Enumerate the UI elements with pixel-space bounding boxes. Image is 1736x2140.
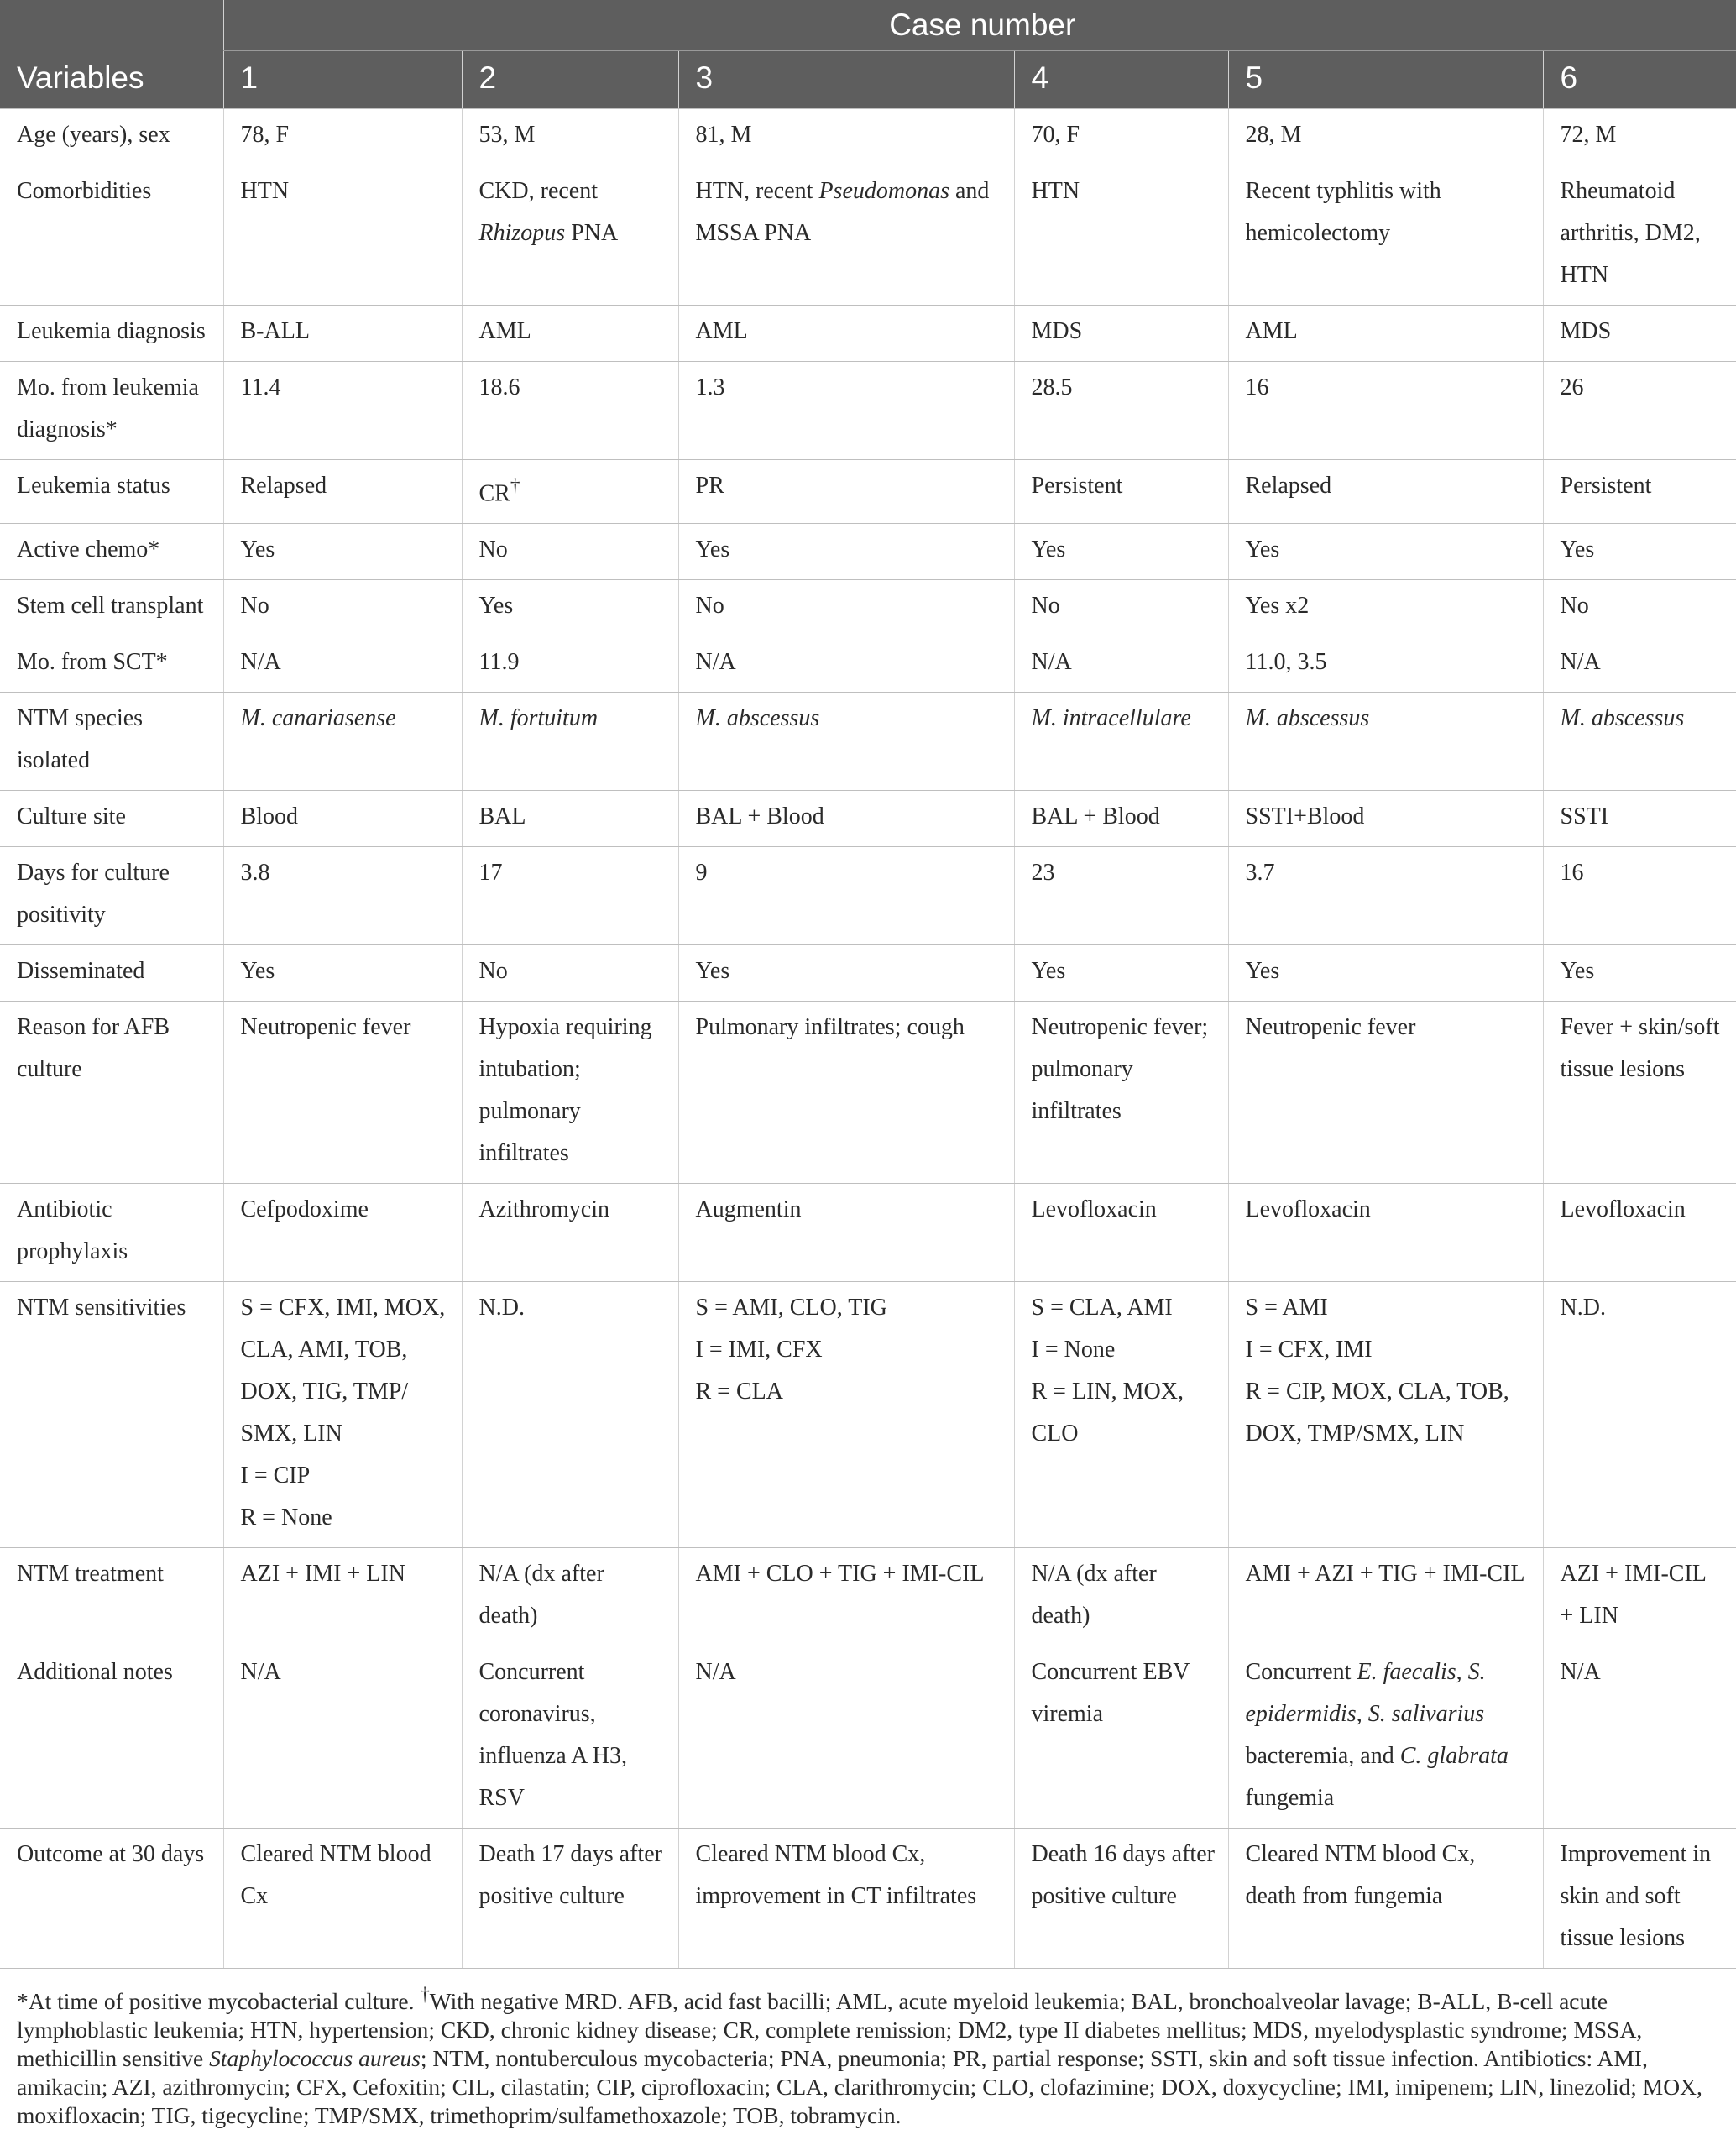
table-header	[0, 0, 1736, 109]
table-cell: N.D.	[462, 1282, 678, 1548]
table-cell: 11.9	[462, 636, 678, 693]
table-cell: BAL	[462, 791, 678, 847]
table-cell: 16	[1228, 362, 1543, 460]
row-label: Days for culture positivity	[0, 847, 223, 945]
table-cell: No	[1543, 580, 1736, 636]
table-cell: BAL + Blood	[678, 791, 1014, 847]
row-label: Age (years), sex	[0, 109, 223, 165]
table-cell: Yes	[1543, 524, 1736, 580]
table-cell: 26	[1543, 362, 1736, 460]
table-cell: AMI + CLO + TIG + IMI-CIL	[678, 1548, 1014, 1646]
table-cell: No	[678, 580, 1014, 636]
table-cell: N/A	[678, 636, 1014, 693]
table-cell: No	[1014, 580, 1228, 636]
table-footnote: *At time of positive mycobacterial culture. †With negative MRD. AFB, acid fast bacilli; AML, acute myeloid leukemia; BAL, bronchoalveolar lavage; B-ALL, B-cell acute lymphoblastic leukemia; HTN, hypertension; CKD, chronic kidney disease; CR, complete remission; DM2, type II diabetes mellitus; MDS, myelodysplastic syndrome; MSSA, methicillin sensitive Staphylococcus aureus; NTM, nontuberculous mycobacteria; PNA, pneumonia; PR, partial response; SSTI, skin and soft tissue infection. Antibiotics: AMI, amikacin; AZI, azithromycin; CFX, Cefoxitin; CIL, cilastatin; CIP, ciprofloxacin; CLA, clarithromycin; CLO, clofazimine; DOX, doxycycline; IMI, imipenem; LIN, linezolid; MOX, moxifloxacin; TIG, tigecycline; TMP/SMX, trimethoprim/sulfamethoxazole; TOB, tobramycin.	[17, 1984, 1702, 2129]
table-cell: Recent typhlitis with hemicolectomy	[1228, 165, 1543, 306]
table-cell: Yes	[1228, 524, 1543, 580]
table-cell: PR	[678, 460, 1014, 524]
table-cell: M. canariasense	[223, 693, 462, 791]
table-cell: Improvement in skin and soft tissue lesions	[1543, 1829, 1736, 1969]
table-cell: Yes	[223, 524, 462, 580]
table-cell: N.D.	[1543, 1282, 1736, 1548]
table-cell: Cleared NTM blood Cx, improvement in CT infiltrates	[678, 1829, 1014, 1969]
table-cell: Neutropenic fever	[223, 1002, 462, 1184]
table-cell: 11.0, 3.5	[1228, 636, 1543, 693]
table-cell: M. intracellulare	[1014, 693, 1228, 791]
table-cell: Yes	[223, 945, 462, 1002]
case-2-column-header: 2	[462, 51, 678, 109]
table-cell: 16	[1543, 847, 1736, 945]
table-cell: Levofloxacin	[1014, 1184, 1228, 1282]
table-cell: SSTI+Blood	[1228, 791, 1543, 847]
table-cell: AMI + AZI + TIG + IMI-CIL	[1228, 1548, 1543, 1646]
table-cell: AML	[1228, 306, 1543, 362]
table-cell: 9	[678, 847, 1014, 945]
table-cell: AZI + IMI + LIN	[223, 1548, 462, 1646]
row-label: Mo. from SCT*	[0, 636, 223, 693]
table-cell: AML	[462, 306, 678, 362]
table-cell: Rheumatoid arthritis, DM2, HTN	[1543, 165, 1736, 306]
table-row	[0, 1184, 1736, 1282]
table-cell: Pulmonary infiltrates; cough	[678, 1002, 1014, 1184]
table-row	[0, 524, 1736, 580]
table-cell: HTN	[1014, 165, 1228, 306]
table-row	[0, 306, 1736, 362]
row-label: Leukemia diagnosis	[0, 306, 223, 362]
table-row	[0, 791, 1736, 847]
table-cell: Yes	[1014, 524, 1228, 580]
table-row	[0, 1282, 1736, 1548]
table-row	[0, 580, 1736, 636]
table-cell: M. abscessus	[1543, 693, 1736, 791]
row-label: Additional notes	[0, 1646, 223, 1829]
row-label: Reason for AFB culture	[0, 1002, 223, 1184]
row-label: Comorbidities	[0, 165, 223, 306]
table-cell: N/A	[223, 1646, 462, 1829]
case-5-column-header: 5	[1228, 51, 1543, 109]
case-6-column-header: 6	[1543, 51, 1736, 109]
table-cell: Fever + skin/soft tissue lesions	[1543, 1002, 1736, 1184]
table-cell: S = AMI, CLO, TIG I = IMI, CFX R = CLA	[678, 1282, 1014, 1548]
case-number-header: Case number	[223, 0, 1736, 51]
table-cell: Relapsed	[223, 460, 462, 524]
header-group-row	[0, 0, 1736, 51]
row-label: Antibiotic prophylaxis	[0, 1184, 223, 1282]
table-cell: Concurrent EBV viremia	[1014, 1646, 1228, 1829]
table-row	[0, 636, 1736, 693]
row-label: Disseminated	[0, 945, 223, 1002]
table-cell: S = CFX, IMI, MOX, CLA, AMI, TOB, DOX, TIG, TMP/ SMX, LIN I = CIP R = None	[223, 1282, 462, 1548]
table-cell: No	[223, 580, 462, 636]
table-cell: Persistent	[1543, 460, 1736, 524]
table-row	[0, 109, 1736, 165]
table-cell: N/A	[223, 636, 462, 693]
row-label: Outcome at 30 days	[0, 1829, 223, 1969]
row-label: NTM sensitivities	[0, 1282, 223, 1548]
table-cell: 53, M	[462, 109, 678, 165]
table-cell: Azithromycin	[462, 1184, 678, 1282]
table-cell: Death 17 days after positive culture	[462, 1829, 678, 1969]
table-cell: Augmentin	[678, 1184, 1014, 1282]
table-cell: Concurrent coronavirus, influenza A H3, RSV	[462, 1646, 678, 1829]
table-cell: S = AMI I = CFX, IMI R = CIP, MOX, CLA, TOB, DOX, TMP/SMX, LIN	[1228, 1282, 1543, 1548]
table-cell: Cleared NTM blood Cx	[223, 1829, 462, 1969]
table-cell: Yes x2	[1228, 580, 1543, 636]
table-cell: Persistent	[1014, 460, 1228, 524]
table-row	[0, 362, 1736, 460]
table-row	[0, 1548, 1736, 1646]
table-cell: 3.8	[223, 847, 462, 945]
table-cell: 3.7	[1228, 847, 1543, 945]
table-cell: HTN	[223, 165, 462, 306]
row-label: NTM species isolated	[0, 693, 223, 791]
table-cell: Yes	[462, 580, 678, 636]
table-cell: 81, M	[678, 109, 1014, 165]
table-cell: AZI + IMI-CIL + LIN	[1543, 1548, 1736, 1646]
table-cell: No	[462, 524, 678, 580]
table-cell: 28.5	[1014, 362, 1228, 460]
table-cell: N/A	[1543, 636, 1736, 693]
table-cell: N/A (dx after death)	[462, 1548, 678, 1646]
table-cell: Yes	[1228, 945, 1543, 1002]
case-1-column-header: 1	[223, 51, 462, 109]
row-label: Culture site	[0, 791, 223, 847]
table-cell: HTN, recent Pseudomonas and MSSA PNA	[678, 165, 1014, 306]
table-cell: MDS	[1543, 306, 1736, 362]
row-label: Leukemia status	[0, 460, 223, 524]
table-cell: Yes	[678, 524, 1014, 580]
table-cell: 17	[462, 847, 678, 945]
table-cell: Relapsed	[1228, 460, 1543, 524]
table-cell: MDS	[1014, 306, 1228, 362]
table-cell: Neutropenic fever; pulmonary infiltrates	[1014, 1002, 1228, 1184]
table-cell: Levofloxacin	[1228, 1184, 1543, 1282]
case-4-column-header: 4	[1014, 51, 1228, 109]
table-cell: Yes	[1543, 945, 1736, 1002]
table-cell: 72, M	[1543, 109, 1736, 165]
table-cell: 78, F	[223, 109, 462, 165]
header-corner	[0, 0, 223, 51]
table-cell: B-ALL	[223, 306, 462, 362]
table-cell: 23	[1014, 847, 1228, 945]
table-cell: Death 16 days after positive culture	[1014, 1829, 1228, 1969]
case-3-column-header: 3	[678, 51, 1014, 109]
table-row	[0, 847, 1736, 945]
table-cell: 18.6	[462, 362, 678, 460]
table-cell: N/A	[1543, 1646, 1736, 1829]
table-cell: AML	[678, 306, 1014, 362]
table-row	[0, 165, 1736, 306]
table-cell: 11.4	[223, 362, 462, 460]
table-cell: 28, M	[1228, 109, 1543, 165]
table-cell: SSTI	[1543, 791, 1736, 847]
table-cell: Blood	[223, 791, 462, 847]
table-cell: Yes	[678, 945, 1014, 1002]
table-cell: S = CLA, AMI I = None R = LIN, MOX, CLO	[1014, 1282, 1228, 1548]
table-cell: M. abscessus	[1228, 693, 1543, 791]
table-cell: N/A	[678, 1646, 1014, 1829]
table-cell: M. abscessus	[678, 693, 1014, 791]
table-body	[0, 109, 1736, 1969]
table-row	[0, 460, 1736, 524]
column-header-row	[0, 51, 1736, 109]
table-row	[0, 1829, 1736, 1969]
table-row	[0, 693, 1736, 791]
table-cell: No	[462, 945, 678, 1002]
table-row	[0, 945, 1736, 1002]
table-cell: Yes	[1014, 945, 1228, 1002]
table-cell: CKD, recent Rhizopus PNA	[462, 165, 678, 306]
table-cell: Cefpodoxime	[223, 1184, 462, 1282]
table-cell: Neutropenic fever	[1228, 1002, 1543, 1184]
table-cell: Concurrent E. faecalis, S. epidermidis, S. salivarius bacteremia, and C. glabrata fungemia	[1228, 1646, 1543, 1829]
table-cell: CR†	[462, 460, 678, 524]
row-label: Mo. from leukemia diagnosis*	[0, 362, 223, 460]
table-cell: Cleared NTM blood Cx, death from fungemia	[1228, 1829, 1543, 1969]
table-cell: Levofloxacin	[1543, 1184, 1736, 1282]
table-row	[0, 1646, 1736, 1829]
row-label: Active chemo*	[0, 524, 223, 580]
row-label: Stem cell transplant	[0, 580, 223, 636]
variables-column-header: Variables	[0, 51, 223, 109]
table-cell: Hypoxia requiring intubation; pulmonary infiltrates	[462, 1002, 678, 1184]
table-cell: BAL + Blood	[1014, 791, 1228, 847]
table-cell: N/A	[1014, 636, 1228, 693]
table-cell: 70, F	[1014, 109, 1228, 165]
table-row	[0, 1002, 1736, 1184]
table-cell: N/A (dx after death)	[1014, 1548, 1228, 1646]
table-cell: M. fortuitum	[462, 693, 678, 791]
row-label: NTM treatment	[0, 1548, 223, 1646]
table-cell: 1.3	[678, 362, 1014, 460]
